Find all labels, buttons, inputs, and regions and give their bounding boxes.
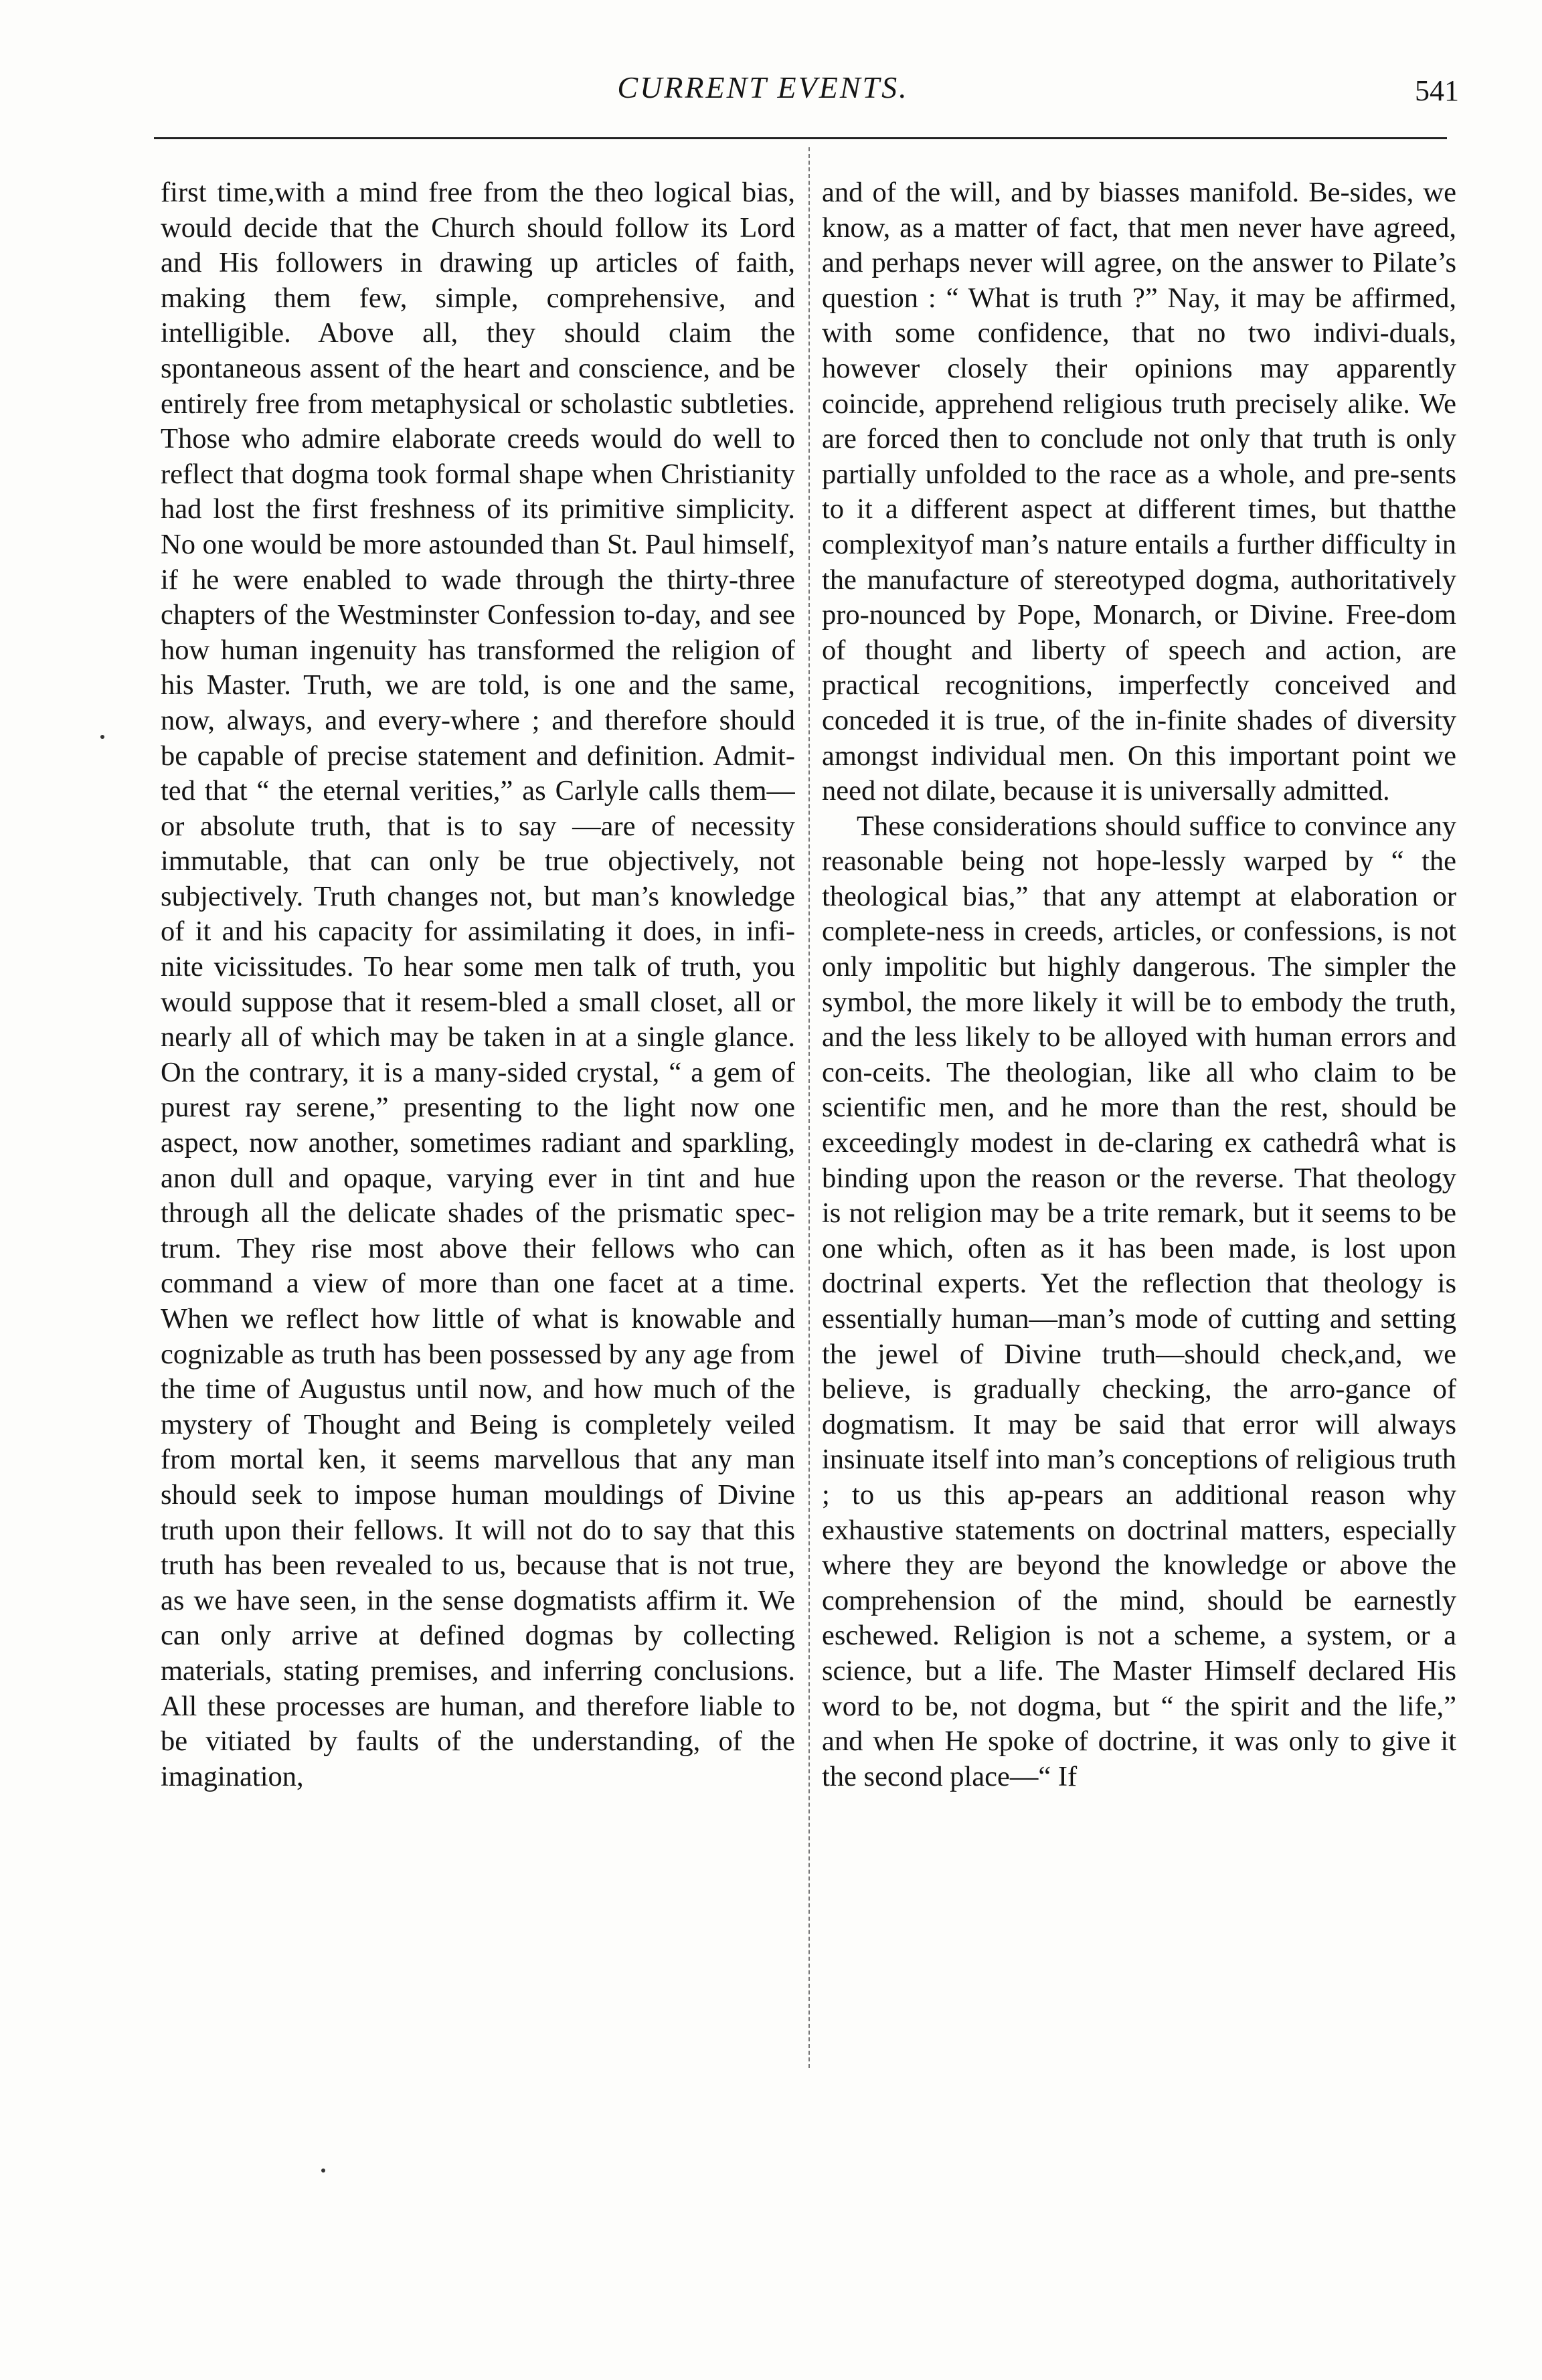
right-paragraph-1: and of the will, and by biasses manifold. Be-sides, we know, as a matter of fact, that men never have agreed, and perhaps never will agree, on the answer to Pilate’s question : “ What is truth ?” Nay, it may be affirmed, with some confidence, that no two indivi-duals, however closely their opinions may apparently coincide, apprehend religious truth precisely alike. We are forced then to conclude not only that truth is only partially unfolded to the race as a whole, and pre-sents to it a different aspect at different times, but thatthe complexityof man’s nature entails a further difficulty in the manufacture of stereotyped dogma, authoritatively pro-nounced by Pope, Monarch, or Divine. Free-dom of thought and liberty of speech and action, are practical recognitions, imperfectly conceived and conceded it is true, of the in-finite shades of diversity amongst individual men. On this important point we need not dilate, because it is universally admitted. (822, 177, 1456, 807)
right-paragraph-2: These considerations should suffice to convince any reasonable being not hope-lessly warped by “ the theological bias,” that any attempt at elaboration or complete-ness in creeds, articles, or confessions, is not only impolitic but highly dangerous. The simpler the symbol, the more likely it will be to embody the truth, and the less likely to be alloyed with human errors and con-ceits. The theologian, like all who claim to be scientific men, and he more than the rest, should be exceedingly modest in de-claring ex cathedrâ what is binding upon the reason or the reverse. That theology is not religion may be a trite remark, but it seems to be one which, often as it has been made, is lost upon doctrinal experts. Yet the reflection that theology is essentially human—man’s mode of cutting and setting the jewel of Divine truth—should check,and, we believe, is gradually checking, the arro-gance of dogmatism. It may be said that error will always insinuate itself into man’s conceptions of religious truth ; to us this ap-pears an additional reason why exhaustive statements on doctrinal matters, especially where they are beyond the knowledge or above the comprehension of the mind, should be earnestly eschewed. Religion is not a scheme, a system, or a science, but a life. The Master Himself declared His word to be, not dogma, but “ the spirit and the life,” and when He spoke of doctrine, it was only to give it the second place—“ If (822, 810, 1456, 1792)
header-rule (154, 137, 1447, 139)
column-divider (808, 147, 810, 2068)
page-number: 541 (1415, 74, 1459, 107)
stray-ink-mark (321, 2169, 325, 2173)
left-paragraph-1: first time,with a mind free from the theo logical bias, would decide that the Church should follow its Lord and His followers in drawing up articles of faith, making them few, simple, comprehensive, and intelligible. Above all, they should claim the spontaneous assent of the heart and conscience, and be entirely free from metaphysical or scholastic subtleties. Those who admire elaborate creeds would do well to reflect that dogma took formal shape when Christianity had lost the first freshness of its primitive simplicity. No one would be more astounded than St. Paul himself, if he were enabled to wade through the thirty-three chapters of the Westminster Confession to-day, and see how human ingenuity has transformed the religion of his Master. Truth, we are told, is one and the same, now, always, and every-where ; and therefore should be capable of precise statement and definition. Admit-ted that “ the eternal verities,” as Carlyle calls them— or absolute truth, that is to say —are of necessity immutable, that can only be true objectively, not subjectively. Truth changes not, but man’s knowledge of it and his capacity for assimilating it does, in infi-nite vicissitudes. To hear some men talk of truth, you would suppose that it resem-bled a small closet, all or nearly all of which may be taken in at a single glance. On the contrary, it is a many-sided crystal, “ a gem of purest ray serene,” presenting to the light now one aspect, now another, sometimes radiant and sparkling, anon dull and opaque, varying ever in tint and hue through all the delicate shades of the prismatic spec-trum. They rise most above their fellows who can command a view of more than one facet at a time. When we reflect how little of what is knowable and cognizable as truth has been possessed by any age from the time of Augustus until now, and how much of the mystery of Thought and Being is completely veiled from mortal ken, it seems marvellous that any man should seek to impose human mouldings of Divine truth upon their fellows. It will not do to say that this truth has been revealed to us, because that is not true, as we have seen, in the sense dogmatists affirm it. We can only arrive at defined dogmas by collecting materials, stating premises, and inferring conclusions. All these processes are human, and therefore liable to be vitiated by faults of the understanding, of the imagination, (161, 177, 795, 1792)
right-column (822, 175, 1456, 2090)
left-column (161, 175, 795, 2090)
stray-ink-mark (100, 735, 104, 739)
running-title: CURRENT EVENTS. (617, 70, 909, 104)
